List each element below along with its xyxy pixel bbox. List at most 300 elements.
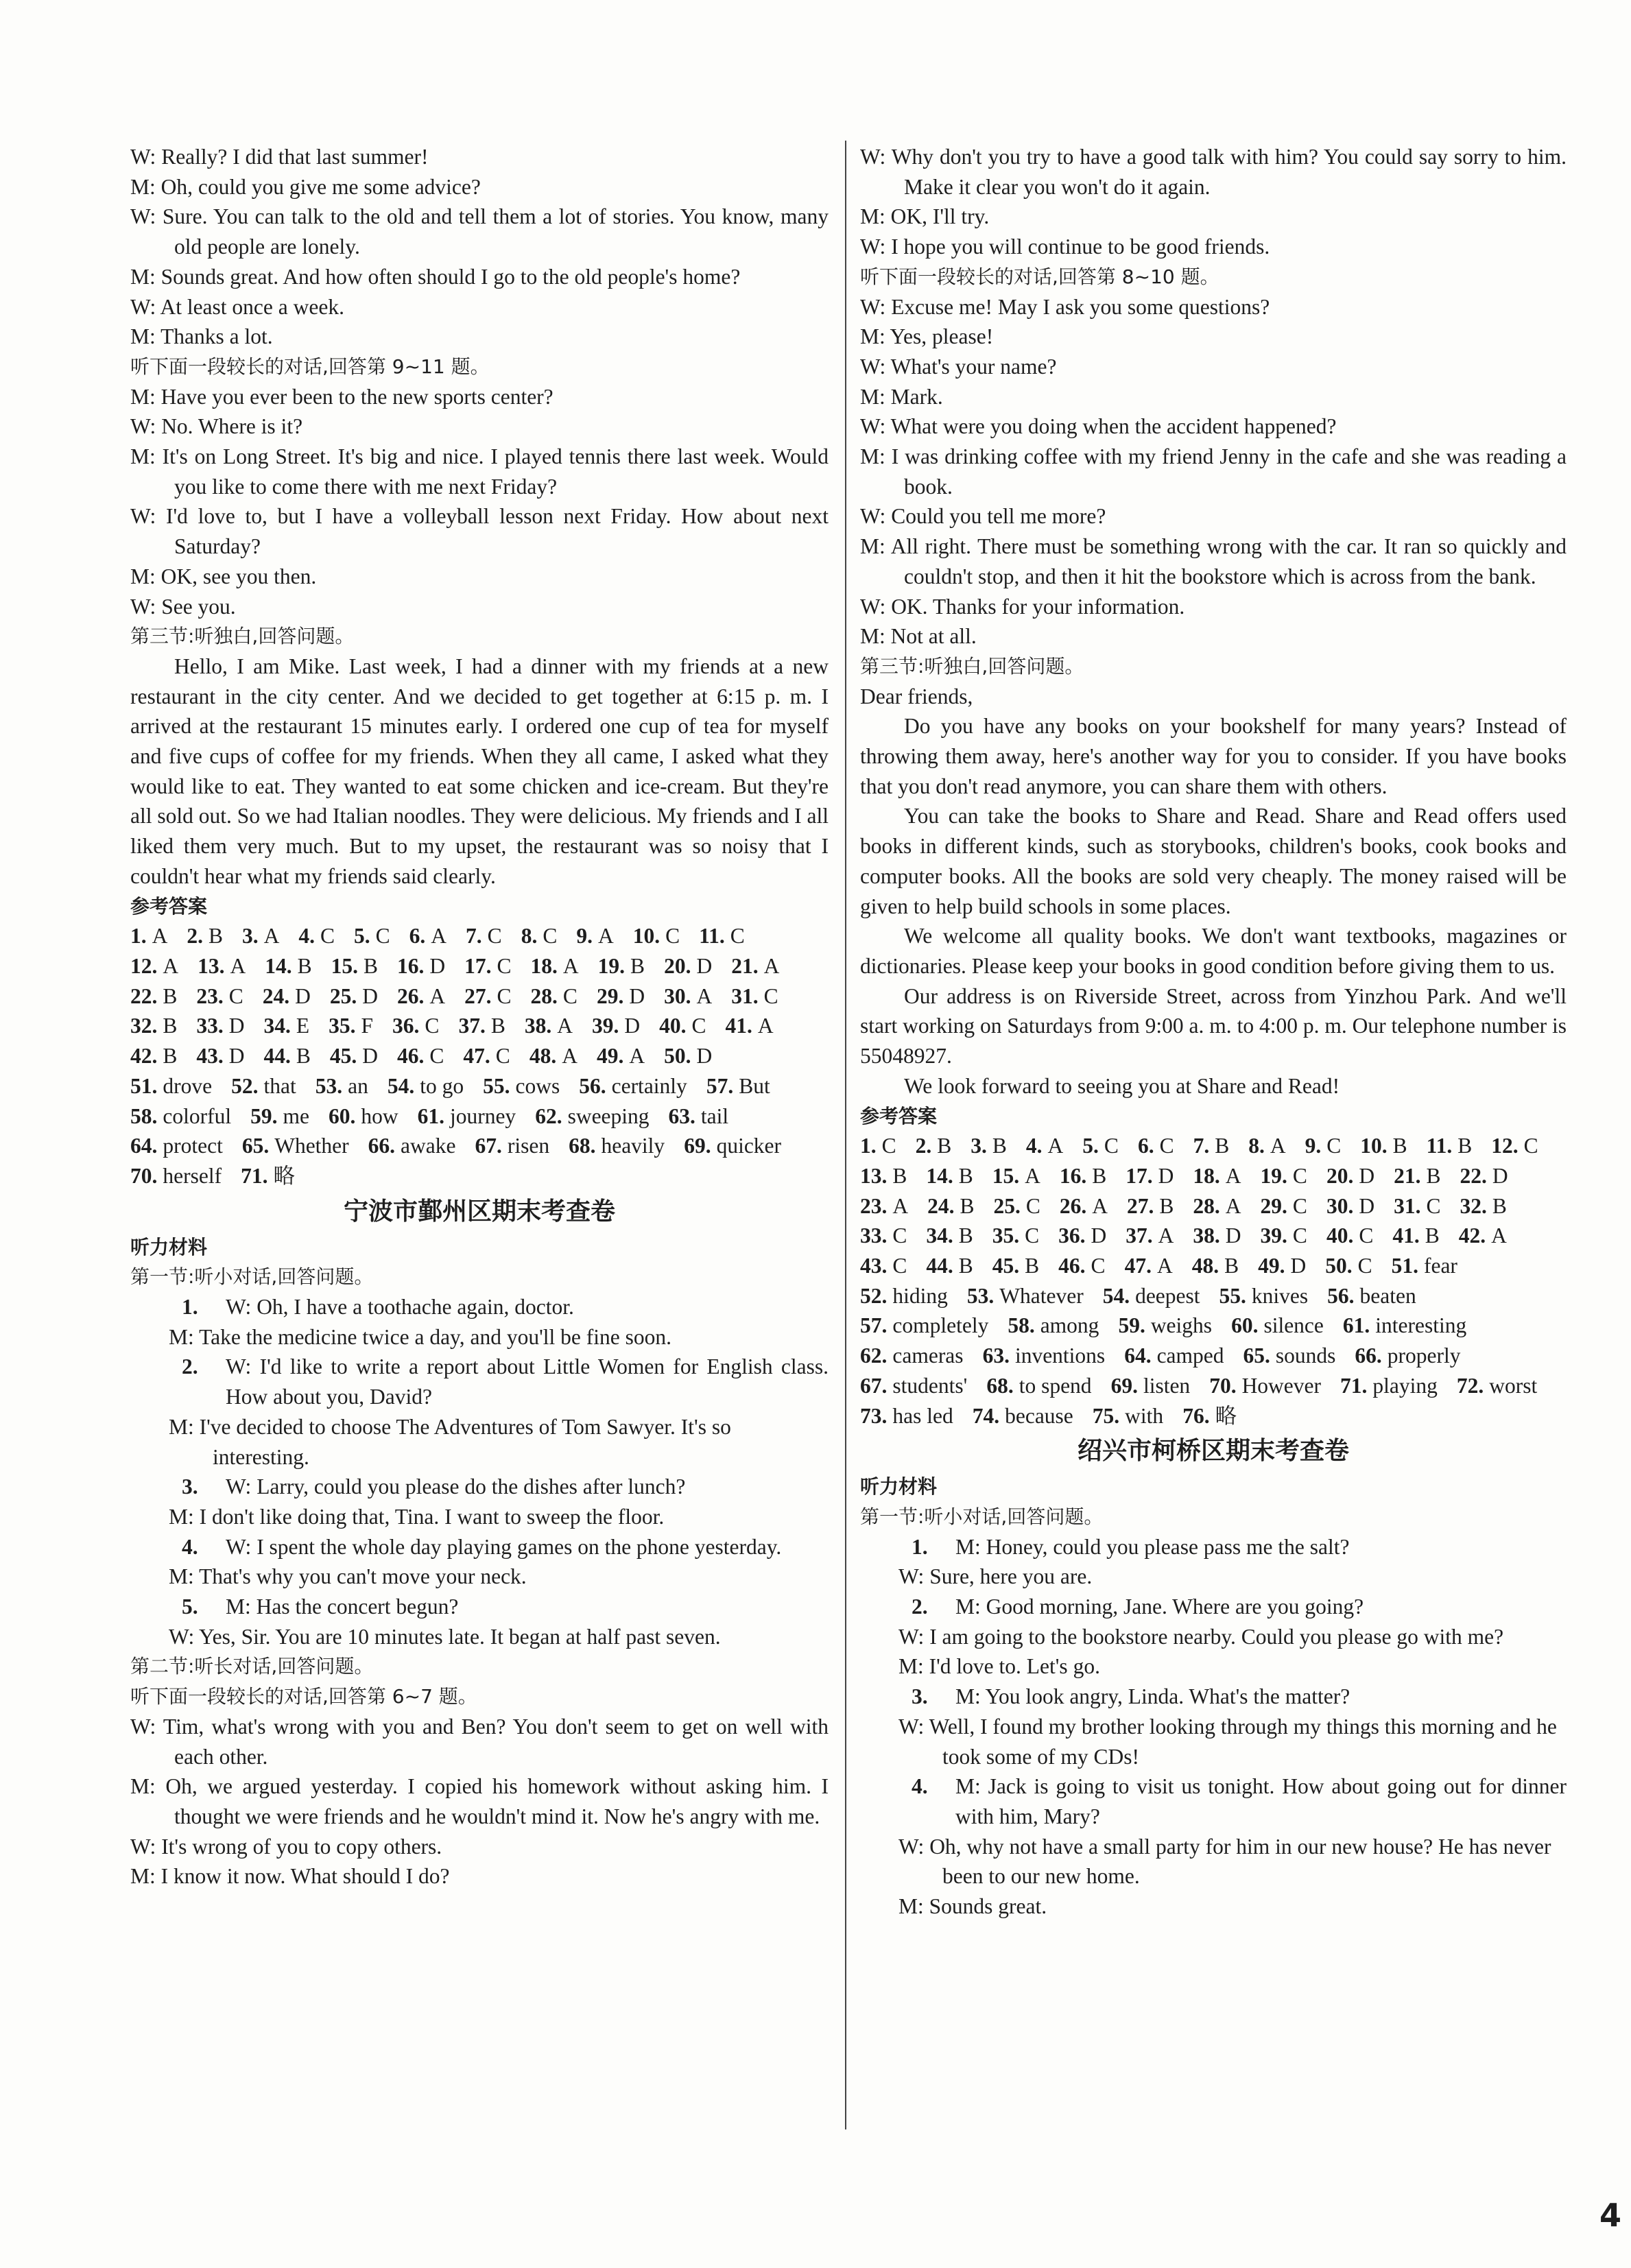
answer-value: cows <box>515 1073 560 1098</box>
answer-item <box>531 951 579 981</box>
dialogue-text: M: Jack is going to visit us tonight. How about going out for dinner with him, Mary? <box>955 1774 1567 1828</box>
answer-item <box>1118 1311 1212 1341</box>
answer-number: 43. <box>196 1044 224 1069</box>
answer-item <box>1459 1221 1507 1251</box>
answer-number: 65. <box>241 1134 270 1158</box>
answer-number: 22. <box>130 983 158 1008</box>
answer-number: 30. <box>664 983 691 1008</box>
answer-value: D <box>629 983 645 1008</box>
answer-value: C <box>1292 1163 1307 1188</box>
dialogue-line: M: I was drinking coffee with my friend Jenny in the cafe and she was reading a book. <box>860 444 1567 499</box>
answer-number: 10. <box>1360 1134 1388 1158</box>
answer-number: 58. <box>130 1103 158 1128</box>
answer-item <box>1427 1131 1473 1161</box>
answer-item <box>1192 1251 1239 1281</box>
answer-number: 71. <box>241 1163 268 1188</box>
answer-value: A <box>1047 1134 1064 1158</box>
answer-item <box>986 1371 1091 1401</box>
dialogue-line: W: What's your name? <box>860 354 1057 379</box>
answer-number: 51. <box>130 1073 158 1098</box>
answer-value: hiding <box>892 1283 948 1308</box>
answer-number: 69. <box>684 1134 711 1158</box>
answer-value: interesting <box>1375 1313 1467 1338</box>
answer-number: 48. <box>1191 1254 1219 1278</box>
answer-value: C <box>320 924 335 948</box>
answer-value: B <box>1457 1134 1473 1158</box>
answer-value: A <box>1225 1193 1241 1218</box>
answer-item <box>1457 1371 1537 1401</box>
answer-number: 13. <box>860 1163 888 1188</box>
answer-item <box>1261 1191 1307 1221</box>
answer-item <box>1124 1341 1224 1371</box>
answer-item <box>1058 1251 1105 1281</box>
answer-item <box>860 1281 948 1311</box>
answer-value: A <box>1092 1193 1108 1218</box>
dialogue-reply: M: I'd love to. Let's go. <box>898 1654 1100 1679</box>
answer-value: A <box>429 983 446 1008</box>
answer-number: 25. <box>993 1193 1021 1218</box>
answer-number: 46. <box>397 1044 425 1069</box>
answer-item <box>659 1011 706 1041</box>
answer-value: certainly <box>611 1073 687 1098</box>
answer-value: D <box>696 953 713 978</box>
dialogue-line: M: OK, I'll try. <box>860 204 990 229</box>
page-number: 4 <box>1599 2197 1621 2234</box>
answer-number: 44. <box>263 1044 291 1069</box>
answer-value: B <box>364 953 379 978</box>
answer-number: 57. <box>860 1313 888 1338</box>
answer-number: 23. <box>860 1193 888 1218</box>
answer-value: D <box>1492 1163 1508 1188</box>
answer-item <box>329 1101 398 1132</box>
question-number: 3. <box>912 1684 928 1709</box>
answer-item <box>1126 1161 1174 1191</box>
answer-number: 21. <box>1394 1163 1421 1188</box>
answer-item <box>231 1071 296 1101</box>
answer-value: beaten <box>1359 1283 1416 1308</box>
answer-value: deepest <box>1135 1283 1200 1308</box>
answer-number: 11. <box>699 924 725 948</box>
answer-item <box>250 1101 309 1132</box>
answer-value: cameras <box>892 1344 964 1368</box>
answer-item <box>1392 1221 1439 1251</box>
answer-item <box>664 981 712 1012</box>
answer-value: B <box>958 1254 973 1278</box>
answer-number: 47. <box>1124 1254 1152 1278</box>
answer-value: A <box>1156 1254 1173 1278</box>
answer-value: A <box>230 953 246 978</box>
answer-value: C <box>730 924 745 948</box>
answer-value: 略 <box>273 1163 295 1188</box>
answer-number: 46. <box>1058 1254 1086 1278</box>
answer-value: A <box>1270 1134 1286 1158</box>
answer-item <box>388 1071 464 1101</box>
answer-item <box>992 1251 1039 1281</box>
answer-number: 48. <box>529 1044 557 1069</box>
answer-item <box>1182 1401 1237 1431</box>
answer-item <box>525 1011 573 1041</box>
answer-item <box>130 1101 231 1132</box>
answer-value: F <box>361 1014 374 1038</box>
answer-item <box>983 1341 1106 1371</box>
answer-item <box>1082 1131 1119 1161</box>
dialogue-line: M: Yes, please! <box>860 324 994 349</box>
answer-value: A <box>892 1193 909 1218</box>
answer-item <box>1343 1311 1466 1341</box>
answer-number: 35. <box>992 1223 1020 1248</box>
section-heading: 听下面一段较长的对话,回答第 9~11 题。 <box>130 355 490 378</box>
answer-item <box>1491 1131 1538 1161</box>
answer-item <box>1460 1161 1508 1191</box>
answer-number: 70. <box>130 1163 158 1188</box>
answer-value: has led <box>892 1403 953 1428</box>
answer-value: me <box>283 1103 309 1128</box>
answer-item <box>1193 1221 1241 1251</box>
answer-number: 29. <box>1260 1193 1287 1218</box>
question-number: 4. <box>182 1534 198 1559</box>
answer-value: weighs <box>1150 1313 1213 1338</box>
answer-value: A <box>431 924 447 948</box>
answer-item <box>241 1161 295 1191</box>
answer-number: 57. <box>706 1073 734 1098</box>
answer-number: 39. <box>1260 1223 1287 1248</box>
dialogue-reply: W: Sure, here you are. <box>898 1564 1093 1589</box>
section-heading: 第三节:听独白,回答问题。 <box>130 625 355 648</box>
answer-number: 27. <box>1127 1193 1154 1218</box>
answer-value: A <box>1158 1223 1174 1248</box>
answer-number: 38. <box>1193 1223 1220 1248</box>
answer-item <box>329 1011 373 1041</box>
answer-item <box>331 951 378 981</box>
answer-number: 36. <box>392 1014 420 1038</box>
answer-number: 64. <box>130 1134 158 1158</box>
answer-number: 54. <box>1102 1283 1130 1308</box>
answer-number: 8. <box>521 924 538 948</box>
answer-item <box>967 1281 1084 1311</box>
answer-value: A <box>629 1044 645 1069</box>
section-heading: 第二节:听长对话,回答问题。 <box>130 1655 374 1678</box>
answer-item <box>860 1371 967 1401</box>
answer-item <box>664 951 712 981</box>
answer-value: inventions <box>1014 1344 1106 1368</box>
answer-value: drove <box>163 1073 213 1098</box>
answer-number: 45. <box>329 1044 357 1069</box>
answer-number: 64. <box>1124 1344 1152 1368</box>
answer-number: 43. <box>860 1254 888 1278</box>
answer-item <box>264 1041 311 1071</box>
answer-value: B <box>1224 1254 1239 1278</box>
answer-value: D <box>295 983 311 1008</box>
answer-item <box>992 1221 1039 1251</box>
answer-number: 60. <box>328 1103 356 1128</box>
dialogue-reply: W: Oh, why not have a small party for him in our new house? He has never been to our new home. <box>898 1834 1551 1889</box>
dialogue-reply: M: I don't like doing that, Tina. I want to sweep the floor. <box>169 1504 665 1529</box>
dialogue-line: W: It's wrong of you to copy others. <box>130 1834 442 1859</box>
answer-number: 66. <box>1355 1344 1382 1368</box>
answer-number: 56. <box>1327 1283 1355 1308</box>
answer-number: 19. <box>597 953 626 978</box>
answer-number: 33. <box>196 1014 224 1038</box>
answer-number: 1. <box>860 1134 877 1158</box>
numbered-dialogue-line <box>130 1532 829 1562</box>
answer-item <box>196 1041 244 1071</box>
monologue-paragraph: Our address is on Riverside Street, across from Yinzhou Park. And we'll start working on Saturdays from 9:00 a. m. to 4:00 p. m. Our telephone number is 55048927. <box>860 983 1567 1069</box>
answer-item <box>130 1131 223 1161</box>
dialogue-reply: M: I've decided to choose The Adventures of Tom Sawyer. It's so interesting. <box>169 1414 731 1469</box>
monologue-paragraph: We look forward to seeing you at Share and Read! <box>904 1073 1340 1098</box>
answer-item <box>731 981 778 1012</box>
dialogue-line: M: I know it now. What should I do? <box>130 1864 450 1889</box>
answer-item <box>196 1011 244 1041</box>
answer-value: worst <box>1489 1373 1538 1398</box>
answer-number: 72. <box>1456 1373 1484 1398</box>
answer-number: 61. <box>1342 1313 1370 1338</box>
answer-item <box>392 1011 439 1041</box>
answer-item <box>860 1341 964 1371</box>
answer-value: D <box>1290 1254 1307 1278</box>
exam-title: 宁波市鄞州区期末考查卷 <box>343 1197 615 1226</box>
answer-number: 34. <box>263 1014 291 1038</box>
answer-value: B <box>1392 1134 1407 1158</box>
answer-item <box>731 951 779 981</box>
answer-number: 36. <box>1058 1223 1086 1248</box>
answer-number: 54. <box>387 1073 415 1098</box>
dialogue-text: M: You look angry, Linda. What's the matter? <box>955 1684 1350 1709</box>
answer-value: C <box>1025 1223 1040 1248</box>
dialogue-text: M: Good morning, Jane. Where are you going? <box>955 1595 1364 1619</box>
answer-number: 50. <box>664 1044 691 1069</box>
answer-item <box>592 1011 640 1041</box>
dialogue-text: M: Has the concert begun? <box>226 1595 459 1619</box>
answer-value: sweeping <box>567 1103 650 1128</box>
answer-value: C <box>1359 1223 1374 1248</box>
answer-item <box>569 1131 665 1161</box>
monologue-paragraph: Hello, I am Mike. Last week, I had a dinner with my friends at a new restaurant in the city center. And we decided to get together at 6:15 p. m. I arrived at the restaurant 15 minutes early. I ordered one cup of tea for myself and five cups of coffee for my friends. When they all came, I asked what they would like to eat. They wanted to eat some chicken and ice-cream. But they're all sold out. So we had Italian noodles. They were delicious. My friends and I all liked them very much. But to my upset, the restaurant was so noisy that I couldn't hear what my friends said clearly. <box>130 654 829 888</box>
answer-number: 26. <box>397 983 425 1008</box>
answer-item <box>1060 1191 1108 1221</box>
answer-item <box>1193 1191 1241 1221</box>
answer-item <box>973 1401 1073 1431</box>
answer-item <box>1261 1161 1307 1191</box>
section-label: 听力材料 <box>130 1235 208 1258</box>
dialogue-reply: M: Take the medicine twice a day, and you'll be fine soon. <box>169 1324 672 1349</box>
answer-number: 4. <box>298 924 316 948</box>
answer-number: 63. <box>668 1103 695 1128</box>
numbered-dialogue-line <box>860 1682 1567 1712</box>
answer-value: that <box>263 1073 296 1098</box>
answer-item <box>130 1161 222 1191</box>
answer-item <box>860 1131 896 1161</box>
answer-number: 12. <box>1491 1134 1519 1158</box>
section-label: 听力材料 <box>860 1475 938 1499</box>
answer-item <box>1340 1371 1438 1401</box>
answer-item <box>597 1041 645 1071</box>
answer-value: students' <box>892 1373 968 1398</box>
section-label: 参考答案 <box>130 894 208 918</box>
answer-number: 6. <box>1137 1134 1154 1158</box>
answer-value: C <box>562 983 578 1008</box>
answer-number: 31. <box>731 983 759 1008</box>
answer-item <box>860 1191 908 1221</box>
answer-number: 12. <box>130 953 158 978</box>
answer-value: completely <box>892 1313 989 1338</box>
dialogue-line: W: Could you tell me more? <box>860 504 1106 529</box>
section-heading: 第一节:听小对话,回答问题。 <box>130 1265 374 1289</box>
numbered-dialogue-line <box>860 1532 1567 1562</box>
answer-item <box>1305 1131 1342 1161</box>
answer-item <box>130 1041 177 1071</box>
answer-value: C <box>892 1254 907 1278</box>
dialogue-line: M: Not at all. <box>860 624 977 649</box>
answer-number: 62. <box>860 1344 888 1368</box>
answer-value: heavily <box>601 1134 665 1158</box>
answer-value: quicker <box>716 1134 782 1158</box>
answer-value: D <box>1359 1163 1375 1188</box>
answer-value: B <box>296 1044 311 1069</box>
answer-value: C <box>1326 1134 1342 1158</box>
section-heading: 听下面一段较长的对话,回答第 6~7 题。 <box>130 1685 477 1708</box>
numbered-dialogue-line <box>130 1352 829 1411</box>
answer-item <box>531 981 578 1012</box>
answer-number: 10. <box>632 924 660 948</box>
answer-number: 47. <box>463 1044 490 1069</box>
answer-number: 75. <box>1092 1403 1120 1428</box>
dialogue-line: W: Why don't you try to have a good talk with him? You could say sorry to him. Make it clear you won't do it again. <box>860 145 1567 199</box>
answer-value: B <box>937 1134 952 1158</box>
answer-item <box>196 981 243 1012</box>
answer-value: C <box>497 983 512 1008</box>
answer-value: A <box>557 1014 573 1038</box>
answer-item <box>1026 1131 1063 1161</box>
answer-item <box>971 1131 1007 1161</box>
answer-item <box>1209 1371 1321 1401</box>
answer-item <box>1058 1221 1106 1251</box>
answer-value: C <box>1292 1193 1307 1218</box>
answer-number: 28. <box>1193 1193 1220 1218</box>
answer-value: B <box>163 1014 178 1038</box>
answer-value: D <box>1158 1163 1174 1188</box>
dialogue-reply: W: I am going to the bookstore nearby. Could you please go with me? <box>898 1624 1504 1649</box>
answer-item <box>1258 1251 1306 1281</box>
answer-item <box>463 1041 510 1071</box>
answer-value: sounds <box>1275 1344 1336 1368</box>
answer-item <box>1394 1191 1440 1221</box>
section-heading: 第一节:听小对话,回答问题。 <box>860 1505 1104 1528</box>
section-heading: 第三节:听独白,回答问题。 <box>860 654 1084 678</box>
answer-value: D <box>1225 1223 1241 1248</box>
answer-number: 26. <box>1059 1193 1087 1218</box>
answer-value: an <box>348 1073 368 1098</box>
answer-value: B <box>1025 1254 1040 1278</box>
answer-item <box>1008 1311 1099 1341</box>
answer-number: 3. <box>242 924 259 948</box>
answer-item <box>458 1011 505 1041</box>
answer-value: camped <box>1156 1344 1224 1368</box>
answer-value: to go <box>420 1073 464 1098</box>
answer-item <box>699 921 745 951</box>
answer-item <box>242 1131 349 1161</box>
answer-number: 15. <box>331 953 359 978</box>
answer-item <box>409 921 447 951</box>
answer-item <box>992 1161 1040 1191</box>
answer-item <box>264 1011 310 1041</box>
answer-value: C <box>425 1014 440 1038</box>
answer-value: C <box>1357 1254 1372 1278</box>
answer-value: Whether <box>274 1134 349 1158</box>
answer-value: However <box>1241 1373 1322 1398</box>
answer-number: 24. <box>927 1193 955 1218</box>
dialogue-text: W: I spent the whole day playing games on the phone yesterday. <box>226 1534 782 1559</box>
answer-number: 23. <box>196 983 224 1008</box>
dialogue-line: W: No. Where is it? <box>130 414 303 439</box>
dialogue-line: W: Sure. You can talk to the old and tell them a lot of stories. You know, many old people are lonely. <box>130 204 829 259</box>
dialogue-text: M: Honey, could you please pass me the salt? <box>955 1534 1350 1559</box>
answer-number: 9. <box>576 924 593 948</box>
answer-value: tail <box>700 1103 729 1128</box>
answer-item <box>926 1251 973 1281</box>
answer-number: 67. <box>475 1134 502 1158</box>
answer-number: 16. <box>397 953 425 978</box>
answer-value: because <box>1005 1403 1073 1428</box>
answer-value: with <box>1125 1403 1164 1428</box>
answer-value: B <box>958 1163 973 1188</box>
answer-value: D <box>228 1014 245 1038</box>
answer-item <box>368 1131 456 1161</box>
answer-value: B <box>163 983 178 1008</box>
answer-item <box>483 1071 560 1101</box>
answer-item <box>1127 1191 1174 1221</box>
answer-number: 66. <box>368 1134 396 1158</box>
answer-number: 15. <box>992 1163 1020 1188</box>
answer-value: A <box>263 924 280 948</box>
answer-number: 18. <box>1193 1163 1220 1188</box>
answer-item <box>464 951 511 981</box>
answer-item <box>187 921 223 951</box>
answer-item <box>1219 1281 1309 1311</box>
answer-number: 4. <box>1025 1134 1043 1158</box>
answer-value: B <box>1215 1134 1230 1158</box>
answer-value: B <box>1426 1163 1441 1188</box>
answer-number: 33. <box>860 1223 888 1248</box>
answer-value: B <box>1425 1223 1440 1248</box>
answer-item <box>130 1071 212 1101</box>
answer-number: 35. <box>329 1014 356 1038</box>
answer-number: 59. <box>1118 1313 1145 1338</box>
answer-value: D <box>1091 1223 1107 1248</box>
answer-value: B <box>892 1163 907 1188</box>
answer-value: how <box>361 1103 398 1128</box>
answer-item <box>860 1221 907 1251</box>
answer-number: 9. <box>1305 1134 1322 1158</box>
answer-number: 39. <box>591 1014 619 1038</box>
numbered-dialogue-line <box>130 1592 829 1622</box>
dialogue-line: W: Really? I did that last summer! <box>130 145 429 169</box>
answer-number: 49. <box>596 1044 624 1069</box>
dialogue-line: M: Oh, we argued yesterday. I copied his homework without asking him. I thought we were friends and he wouldn't mind it. Now he's angry with me. <box>130 1774 829 1828</box>
answer-number: 45. <box>992 1254 1020 1278</box>
answer-number: 32. <box>1460 1193 1487 1218</box>
answer-item <box>926 1161 973 1191</box>
answer-item <box>1326 1221 1373 1251</box>
dialogue-line: W: I hope you will continue to be good friends. <box>860 235 1270 259</box>
dialogue-line: W: At least once a week. <box>130 294 344 319</box>
answer-item <box>397 981 445 1012</box>
answer-item <box>860 1401 953 1431</box>
dialogue-line: M: Mark. <box>860 384 943 409</box>
monologue-paragraph: You can take the books to Share and Read. Share and Read offers used books in different kinds, such as storybooks, children's books, cook books and computer books. All the books are sold very cheaply. The money raised will be given to help build schools in some places. <box>860 804 1567 918</box>
answer-item <box>1126 1221 1174 1251</box>
dialogue-text: W: Larry, could you please do the dishes after lunch? <box>226 1475 686 1499</box>
